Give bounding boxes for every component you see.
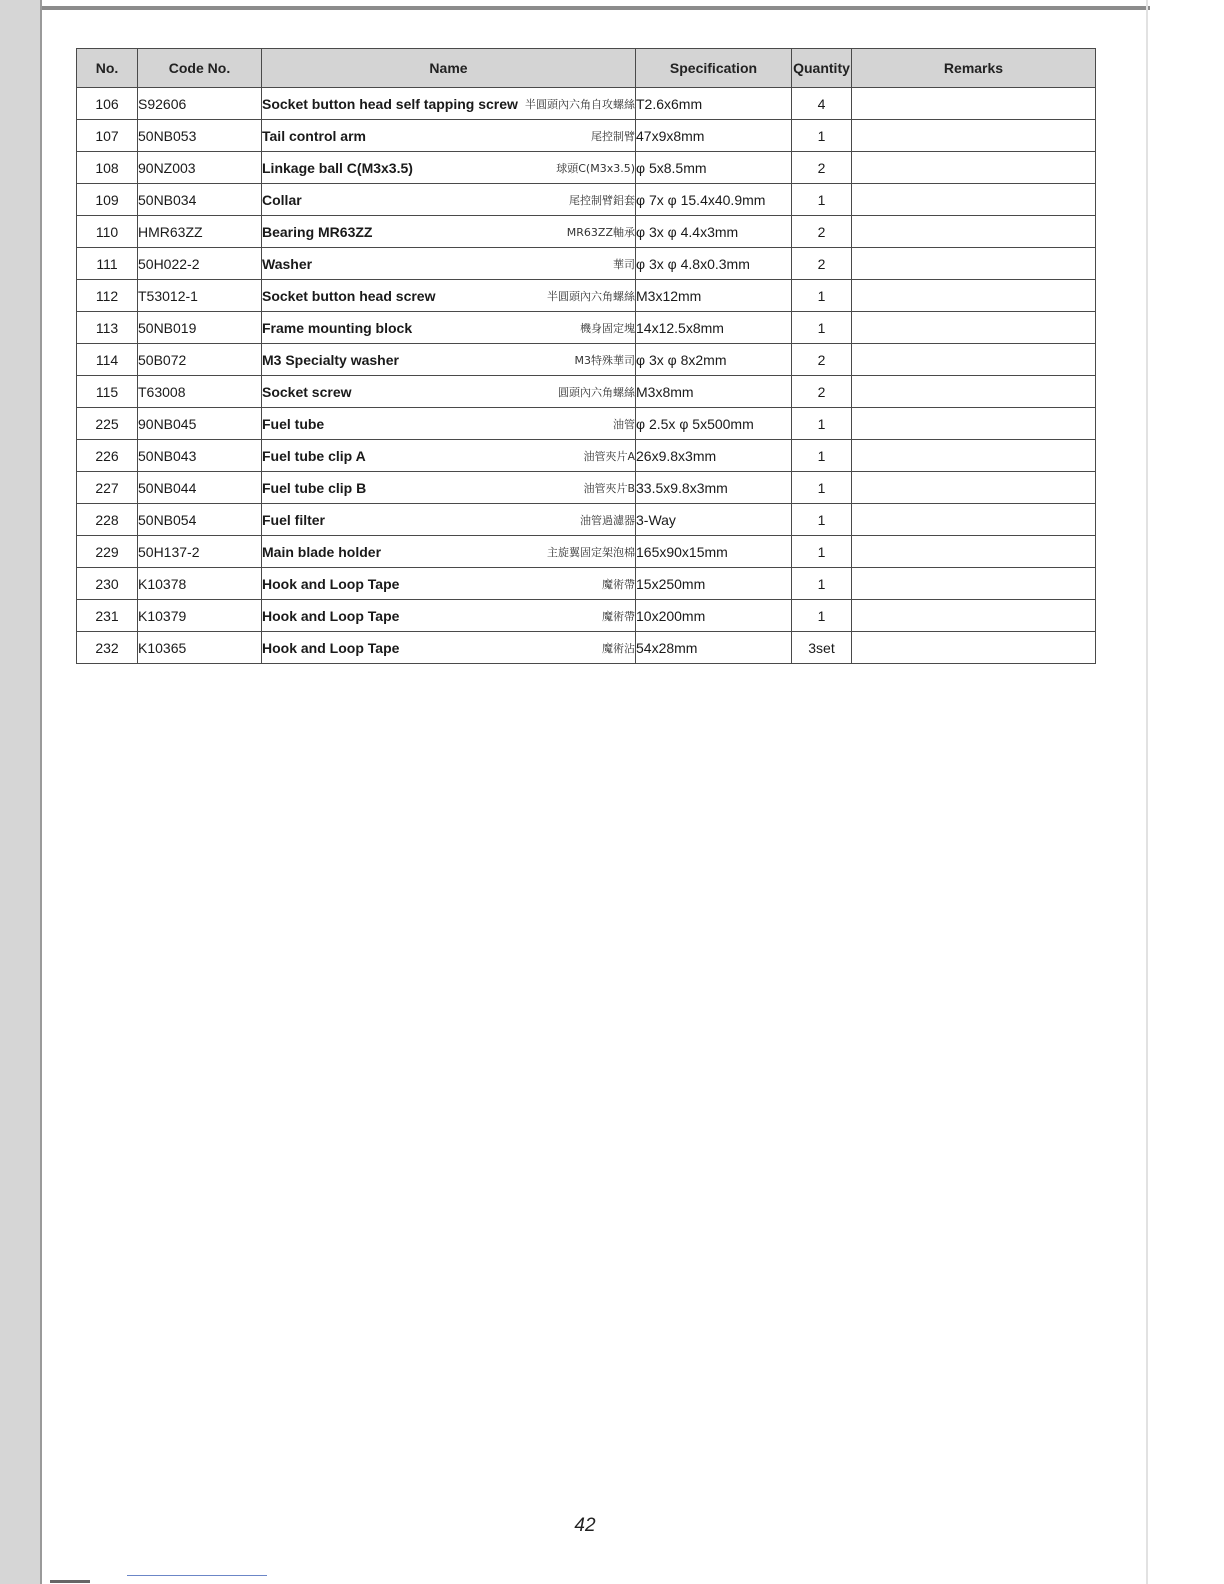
cell-spec: 26x9.8x3mm (636, 440, 792, 472)
name-english: Washer (262, 255, 313, 272)
name-wrap (262, 224, 635, 240)
cell-remarks (852, 536, 1096, 568)
cell-name (262, 440, 636, 472)
cell-no: 225 (77, 408, 138, 440)
name-wrap (262, 384, 635, 400)
cell-quantity: 3set (792, 632, 852, 664)
cell-code: 50H022-2 (138, 248, 262, 280)
cell-quantity: 1 (792, 408, 852, 440)
table-row (77, 600, 1096, 632)
scan-edge-bottom (50, 1580, 90, 1583)
table-row (77, 88, 1096, 120)
header-no: No. (77, 49, 138, 88)
table-row (77, 120, 1096, 152)
cell-name (262, 312, 636, 344)
cell-spec: 33.5x9.8x3mm (636, 472, 792, 504)
cell-spec: φ 3x φ 4.4x3mm (636, 216, 792, 248)
table-row (77, 504, 1096, 536)
cell-spec: 15x250mm (636, 568, 792, 600)
page-number: 42 (574, 1515, 596, 1536)
name-english: Bearing MR63ZZ (262, 223, 373, 240)
table-row (77, 312, 1096, 344)
name-chinese: 半圓頭內六角自攻螺絲 (525, 97, 635, 111)
cell-spec: M3x12mm (636, 280, 792, 312)
cell-spec: 165x90x15mm (636, 536, 792, 568)
name-english: Socket screw (262, 383, 352, 400)
name-english: Socket button head self tapping screw (262, 95, 518, 112)
cell-name (262, 504, 636, 536)
cell-name (262, 152, 636, 184)
cell-remarks (852, 312, 1096, 344)
name-chinese: 油管過濾器 (580, 513, 635, 527)
cell-name (262, 472, 636, 504)
name-wrap (262, 192, 635, 208)
table-row (77, 536, 1096, 568)
cell-no: 111 (77, 248, 138, 280)
scan-edge-left-line (40, 0, 42, 1584)
cell-remarks (852, 120, 1096, 152)
cell-name (262, 408, 636, 440)
cell-quantity: 1 (792, 440, 852, 472)
cell-quantity: 1 (792, 280, 852, 312)
name-chinese: M3特殊華司 (574, 353, 635, 367)
cell-quantity: 1 (792, 504, 852, 536)
cell-name (262, 88, 636, 120)
cell-spec: 14x12.5x8mm (636, 312, 792, 344)
name-english: M3 Specialty washer (262, 351, 399, 368)
cell-no: 108 (77, 152, 138, 184)
name-chinese: 主旋翼固定架泡棉 (547, 545, 635, 559)
cell-remarks (852, 504, 1096, 536)
name-wrap (262, 608, 635, 624)
cell-no: 115 (77, 376, 138, 408)
cell-code: 50NB019 (138, 312, 262, 344)
name-wrap (262, 96, 635, 112)
name-chinese: 華司 (613, 257, 635, 271)
cell-name (262, 184, 636, 216)
table-row (77, 184, 1096, 216)
name-english: Hook and Loop Tape (262, 575, 400, 592)
cell-name (262, 600, 636, 632)
cell-spec: 54x28mm (636, 632, 792, 664)
cell-quantity: 1 (792, 120, 852, 152)
cell-no: 232 (77, 632, 138, 664)
name-chinese: 魔術沾 (602, 641, 635, 655)
name-english: Socket button head screw (262, 287, 436, 304)
cell-quantity: 1 (792, 600, 852, 632)
name-english: Tail control arm (262, 127, 366, 144)
cell-remarks (852, 408, 1096, 440)
name-english: Main blade holder (262, 543, 382, 560)
table-header-row (77, 49, 1096, 88)
table-row (77, 216, 1096, 248)
cell-no: 228 (77, 504, 138, 536)
cell-code: HMR63ZZ (138, 216, 262, 248)
table-row (77, 280, 1096, 312)
cell-remarks (852, 600, 1096, 632)
name-wrap (262, 480, 635, 496)
table-row (77, 408, 1096, 440)
cell-code: 50NB043 (138, 440, 262, 472)
header-spec: Specification (636, 49, 792, 88)
cell-remarks (852, 632, 1096, 664)
cell-remarks (852, 152, 1096, 184)
name-english: Fuel filter (262, 511, 326, 528)
name-chinese: 半圓頭內六角螺絲 (547, 289, 635, 303)
header-quantity: Quantity (792, 49, 852, 88)
name-english: Hook and Loop Tape (262, 639, 400, 656)
table-row (77, 568, 1096, 600)
name-chinese: 機身固定塊 (580, 321, 635, 335)
cell-quantity: 2 (792, 216, 852, 248)
name-english: Fuel tube clip B (262, 479, 367, 496)
cell-no: 107 (77, 120, 138, 152)
table-row (77, 632, 1096, 664)
name-wrap (262, 352, 635, 368)
cell-no: 110 (77, 216, 138, 248)
cell-name (262, 376, 636, 408)
cell-no: 112 (77, 280, 138, 312)
cell-name (262, 216, 636, 248)
name-chinese: MR63ZZ軸承 (566, 225, 635, 239)
name-chinese: 尾控制臂 (591, 129, 635, 143)
name-chinese: 魔術帶 (602, 609, 635, 623)
name-english: Fuel tube clip A (262, 447, 366, 464)
scan-edge-right (1146, 0, 1148, 1584)
table-row (77, 152, 1096, 184)
cell-no: 230 (77, 568, 138, 600)
cell-quantity: 2 (792, 344, 852, 376)
cell-remarks (852, 344, 1096, 376)
cell-code: 50NB054 (138, 504, 262, 536)
cell-spec: φ 7x φ 15.4x40.9mm (636, 184, 792, 216)
cell-code: S92606 (138, 88, 262, 120)
cell-spec: 3-Way (636, 504, 792, 536)
name-english: Collar (262, 191, 302, 208)
name-english: Frame mounting block (262, 319, 413, 336)
cell-code: 50NB044 (138, 472, 262, 504)
parts-table (76, 48, 1096, 664)
cell-no: 227 (77, 472, 138, 504)
header-code: Code No. (138, 49, 262, 88)
cell-quantity: 1 (792, 536, 852, 568)
name-wrap (262, 320, 635, 336)
table-row (77, 344, 1096, 376)
cell-remarks (852, 568, 1096, 600)
cell-remarks (852, 248, 1096, 280)
name-chinese: 圓頭內六角螺絲 (558, 385, 635, 399)
name-wrap (262, 448, 635, 464)
name-chinese: 尾控制臂鋁套 (569, 193, 635, 207)
cell-code: 50B072 (138, 344, 262, 376)
table-row (77, 440, 1096, 472)
cell-code: K10379 (138, 600, 262, 632)
cell-quantity: 1 (792, 568, 852, 600)
cell-no: 109 (77, 184, 138, 216)
cell-code: 50H137-2 (138, 536, 262, 568)
scan-edge-top (0, 6, 1150, 10)
cell-remarks (852, 440, 1096, 472)
cell-no: 113 (77, 312, 138, 344)
cell-no: 229 (77, 536, 138, 568)
cell-name (262, 280, 636, 312)
scan-edge-left (0, 0, 40, 1584)
name-english: Hook and Loop Tape (262, 607, 400, 624)
name-wrap (262, 576, 635, 592)
cell-name (262, 632, 636, 664)
cell-quantity: 1 (792, 312, 852, 344)
cell-code: T63008 (138, 376, 262, 408)
name-wrap (262, 160, 635, 176)
cell-quantity: 1 (792, 184, 852, 216)
name-wrap (262, 512, 635, 528)
scan-mark-bottom (127, 1575, 267, 1576)
name-chinese: 油管夾片A (583, 449, 635, 463)
cell-remarks (852, 280, 1096, 312)
cell-spec: 47x9x8mm (636, 120, 792, 152)
cell-code: K10365 (138, 632, 262, 664)
cell-remarks (852, 184, 1096, 216)
cell-quantity: 1 (792, 472, 852, 504)
cell-quantity: 2 (792, 376, 852, 408)
cell-no: 106 (77, 88, 138, 120)
name-chinese: 魔術帶 (602, 577, 635, 591)
name-chinese: 球頭C(M3x3.5) (556, 161, 635, 175)
cell-quantity: 2 (792, 152, 852, 184)
name-wrap (262, 640, 635, 656)
header-remarks: Remarks (852, 49, 1096, 88)
table-row (77, 472, 1096, 504)
cell-name (262, 120, 636, 152)
cell-code: 90NB045 (138, 408, 262, 440)
cell-code: 50NB053 (138, 120, 262, 152)
cell-quantity: 4 (792, 88, 852, 120)
name-wrap (262, 128, 635, 144)
cell-quantity: 2 (792, 248, 852, 280)
cell-no: 114 (77, 344, 138, 376)
cell-name (262, 248, 636, 280)
cell-spec: T2.6x6mm (636, 88, 792, 120)
cell-no: 226 (77, 440, 138, 472)
name-wrap (262, 544, 635, 560)
name-english: Fuel tube (262, 415, 325, 432)
parts-table-body (77, 88, 1096, 664)
cell-spec: φ 3x φ 8x2mm (636, 344, 792, 376)
cell-name (262, 568, 636, 600)
name-chinese: 油管夾片B (583, 481, 635, 495)
name-english: Linkage ball C(M3x3.5) (262, 159, 413, 176)
cell-remarks (852, 216, 1096, 248)
name-wrap (262, 416, 635, 432)
cell-spec: φ 3x φ 4.8x0.3mm (636, 248, 792, 280)
cell-spec: φ 2.5x φ 5x500mm (636, 408, 792, 440)
cell-name (262, 344, 636, 376)
cell-name (262, 536, 636, 568)
cell-no: 231 (77, 600, 138, 632)
cell-remarks (852, 88, 1096, 120)
table-row (77, 376, 1096, 408)
header-name: Name (262, 49, 636, 88)
cell-remarks (852, 472, 1096, 504)
cell-spec: M3x8mm (636, 376, 792, 408)
cell-spec: 10x200mm (636, 600, 792, 632)
cell-code: 90NZ003 (138, 152, 262, 184)
name-wrap (262, 288, 635, 304)
name-chinese: 油管 (613, 417, 635, 431)
cell-remarks (852, 376, 1096, 408)
cell-code: 50NB034 (138, 184, 262, 216)
cell-spec: φ 5x8.5mm (636, 152, 792, 184)
table-row (77, 248, 1096, 280)
name-wrap (262, 256, 635, 272)
cell-code: K10378 (138, 568, 262, 600)
cell-code: T53012-1 (138, 280, 262, 312)
